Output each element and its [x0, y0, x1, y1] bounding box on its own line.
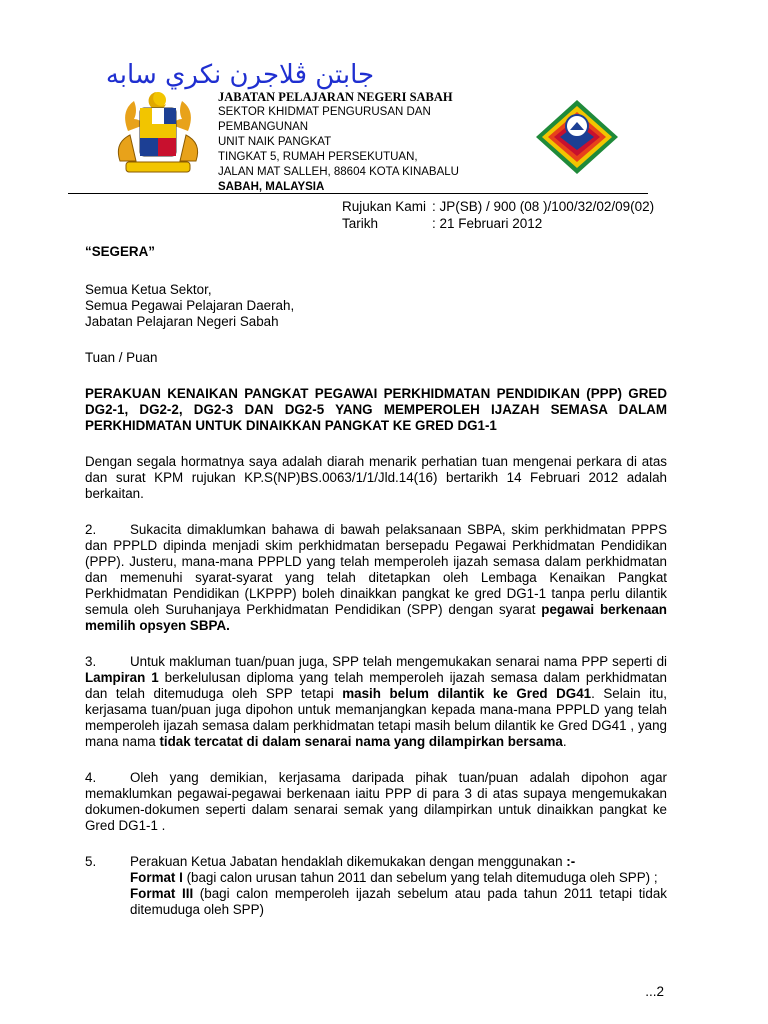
reference-label: Rujukan Kami — [342, 199, 427, 214]
paragraph-3 — [85, 654, 667, 750]
recipient-line: Jabatan Pelajaran Negeri Sabah — [85, 314, 279, 329]
address-line-1: TINGKAT 5, RUMAH PERSEKUTUAN, — [218, 151, 418, 163]
letterhead-address-block — [218, 90, 518, 195]
format-label: Format III — [130, 886, 194, 901]
reference-number: : JP(SB) / 900 (08 )/100/32/02/09(02) — [432, 199, 655, 214]
paragraph-5 — [85, 854, 667, 918]
salutation: Tuan / Puan — [85, 350, 158, 365]
jpn-sabah-logo — [530, 92, 625, 182]
department-name: JABATAN PELAJARAN NEGERI SABAH — [218, 90, 453, 104]
paragraph-text: Untuk makluman tuan/puan juga, SPP telah mengemukakan senarai nama PPP seperti di — [130, 654, 667, 669]
attachment-reference: Lampiran 1 — [85, 670, 159, 685]
sector-name: SEKTOR KHIDMAT PENGURUSAN DAN PEMBANGUNAN — [218, 106, 431, 133]
paragraph-4 — [85, 770, 667, 834]
recipient-line: Semua Pegawai Pelajaran Daerah, — [85, 298, 295, 313]
paragraph-text: Oleh yang demikian, kerjasama daripada pihak tuan/puan adalah dipohon agar memaklumkan pegawai-pegawai berkenaan iaitu PPP di para 3 di atas supaya mengemukakan dokumen-dokumen seperti dalam senarai semak yang dilampirkan untuk dinaikkan pangkat ke Gred DG1-1 . — [85, 770, 667, 833]
unit-name: UNIT NAIK PANGKAT — [218, 136, 332, 148]
paragraph-number: 4. — [85, 770, 97, 785]
address-line-3: SABAH, MALAYSIA — [218, 181, 325, 193]
recipient-line: Semua Ketua Sektor, — [85, 282, 212, 297]
paragraph-number: 2. — [85, 522, 97, 537]
emphasis-text: tidak tercatat di dalam senarai nama yang dilampirkan bersama — [159, 734, 563, 749]
paragraph-number: 3. — [85, 654, 97, 669]
paragraph-2 — [85, 522, 667, 634]
letter-body — [85, 244, 667, 918]
date-label: Tarikh — [342, 216, 379, 231]
paragraph-text: . Selain itu, kerjasama tuan/puan juga dipohon untuk memanjangkan kepada mana-mana PPPLD yang telah memperoleh ijazah semasa dalam perkhidmatan tetapi masih belum dilantik ke Gred DG41 , yang mana nama — [85, 686, 667, 749]
urgency-label: “SEGERA” — [85, 244, 155, 259]
paragraph-text: . — [562, 734, 567, 749]
malaysia-coat-of-arms-logo — [98, 86, 218, 186]
reference-block — [342, 198, 654, 232]
date-value: : 21 Februari 2012 — [432, 216, 543, 231]
paragraph-text: berkelulusan diploma yang telah memperoleh ijazah semasa dalam perkhidmatan dan telah ditemuduga oleh SPP tetapi — [85, 670, 667, 701]
paragraph-text: Sukacita dimaklumkan bahawa di bawah pelaksanaan SBPA, skim perkhidmatan PPPS dan PPPLD dipinda menjadi skim perkhidmatan bersepadu Pegawai Perkhidmatan Pendidikan (PPP). Justeru, mana-mana PPPLD yang telah memperoleh ijazah semasa dalam perkhidmatan dan memenuhi syarat-syarat yang telah ditetapkan oleh Lembaga Kenaikan Pangkat Perkhidmatan Pendidikan (LKPPP) boleh dinaikkan pangkat ke gred DG1-1 tanpa perlu dilantik semula oleh Suruhanjaya Perkhidmatan Pendidikan (SPP) dengan syarat — [85, 522, 667, 617]
page-continuation-marker: ...2 — [645, 984, 664, 999]
intro-paragraph: Dengan segala hormatnya saya adalah diarah menarik perhatian tuan mengenai perkara di atas dan surat KPM rujukan KP.S(NP)BS.0063/1/1/Jld.14(16) bertarikh 14 Februari 2012 adalah berkaitan. — [85, 454, 667, 501]
address-line-2: JALAN MAT SALLEH, 88604 KOTA KINABALU — [218, 166, 459, 178]
paragraph-number: 5. — [85, 854, 97, 869]
emphasis-text: pegawai berkenaan memilih opsyen SBPA. — [85, 602, 667, 633]
format-label: Format I — [130, 870, 183, 885]
header-divider — [68, 193, 648, 194]
emphasis-text: masih belum dilantik ke Gred DG41 — [342, 686, 592, 701]
jawi-department-title: جابتن ڤلاجرن نكري سابه — [105, 60, 375, 90]
subject-heading: PERAKUAN KENAIKAN PANGKAT PEGAWAI PERKHIDMATAN PENDIDIKAN (PPP) GRED DG2-1, DG2-2, DG2-3 DAN DG2-5 YANG MEMPEROLEH IJAZAH SEMASA DALAM PERKHIDMATAN UNTUK DINAIKKAN PANGKAT KE GRED DG1-1 — [85, 386, 667, 433]
format-description: (bagi calon memperoleh ijazah sebelum atau pada tahun 2011 tetapi tidak ditemuduga oleh SPP) — [130, 886, 667, 917]
format-3-item — [130, 886, 667, 918]
format-description: (bagi calon urusan tahun 2011 dan sebelum yang telah ditemuduga oleh SPP) ; — [186, 870, 658, 885]
paragraph-text: Perakuan Ketua Jabatan hendaklah dikemukakan dengan menggunakan :- — [130, 854, 576, 869]
format-1-item — [130, 870, 667, 886]
